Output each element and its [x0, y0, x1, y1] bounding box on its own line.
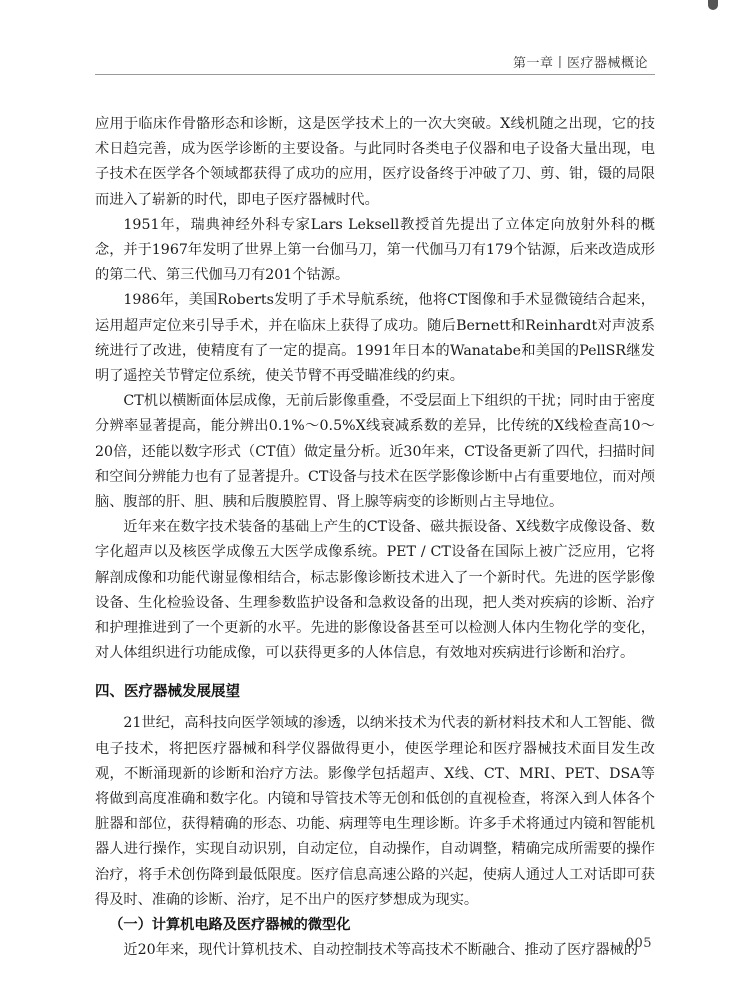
paragraph-continuation: 应用于临床作骨骼形态和诊断，这是医学技术上的一次大突破。X线机随之出现，它的技术日趋完善，成为医学诊断的主要设备。与此同时各类电子仪器和电子设备大量出现，电子技术在医学各个领域都获得了成功的应用，医疗设备终于冲破了刀、剪、钳，镊的局限而进入了崭新的时代，即电子医疗器械时代。	[95, 116, 655, 208]
header-rule	[95, 74, 655, 75]
paragraph-ct: CT机以横断面体层成像，无前后影像重叠，不受层面上下组织的干扰；同时由于密度分辨率显著提高，能分辨出0.1%～0.5%X线衰减系数的差异，比传统的X线检查高10～20倍，还能以数字形式（CT值）做定量分析。近30年来，CT设备更新了四代，扫描时间和空间分辨能力也有了显著提升。CT设备与技术在医学影像诊断中占有重要地位，而对颅脑、腹部的肝、胆、胰和后腹膜腔胃、肾上腺等病变的诊断则占主导地位。	[95, 393, 655, 511]
paragraph-outlook: 21世纪，高科技向医学领域的渗透，以纳米技术为代表的新材料技术和人工智能、微电子技术，将把医疗器械和科学仪器做得更小，使医学理论和医疗器械技术面目发生改观，不断涌现新的诊断和治疗方法。影像学包括超声、X线、CT、MRI、PET、DSA等将做到高度准确和数字化。内镜和导管技术等无创和低创的直视检查，将深入到人体各个脏器和部位，获得精确的形态、功能、病理等电生理诊断。许多手术将通过内镜和智能机器人进行操作，实现自动识别，自动定位，自动操作，自动调整，精确完成所需要的操作治疗，将手术创伤降到最低限度。医疗信息高速公路的兴起，使病人通过人工对话即可获得及时、准确的诊断、治疗，足不出户的医疗梦想成为现实。	[95, 715, 655, 908]
running-head: 第一章丨医疗器械概论	[512, 56, 648, 71]
paragraph-imaging-systems: 近年来在数字技术装备的基础上产生的CT设备、磁共振设备、X线数字成像设备、数字化超声以及核医学成像五大医学成像系统。PET / CT设备在国际上被广泛应用，它将解剖成像和功能代谢显像相结合，标志影像诊断技术进入了一个新时代。先进的医学影像设备、生化检验设备、生理参数监护设备和急救设备的出现，把人类对疾病的诊断、治疗和护理推进到了一个更新的水平。先进的影像设备甚至可以检测人体内生物化学的变化，对人体组织进行功能成像，可以获得更多的人体信息，有效地对疾病进行诊断和治疗。	[95, 519, 655, 662]
page-body	[95, 112, 655, 963]
page-corner-mark	[708, 0, 718, 10]
paragraph-miniaturization: 近20年来，现代计算机技术、自动控制技术等高技术不断融合、推动了医疗器械的	[123, 942, 639, 959]
page-number: 005	[625, 936, 652, 951]
paragraph-gamma-knife: 1951年，瑞典神经外科专家Lars Leksell教授首先提出了立体定向放射外科的概念，并于1967年发明了世界上第一台伽马刀，第一代伽马刀有179个钴源，后来改造成形的第二代、第三代伽马刀有201个钴源。	[95, 216, 655, 284]
section-heading: 四、医疗器械发展展望	[95, 684, 240, 701]
paragraph-surgical-navigation: 1986年，美国Roberts发明了手术导航系统，他将CT图像和手术显微镜结合起来，运用超声定位来引导手术，并在临床上获得了成功。随后Bernett和Reinhardt对声波系统进行了改进，使精度有了一定的提高。1991年日本的Wanatabe和美国的PellSR继发明了遥控关节臂定位系统，使关节臂不再受瞄准线的约束。	[95, 292, 655, 385]
subsection-heading: （一）计算机电路及医疗器械的微型化	[109, 917, 351, 934]
